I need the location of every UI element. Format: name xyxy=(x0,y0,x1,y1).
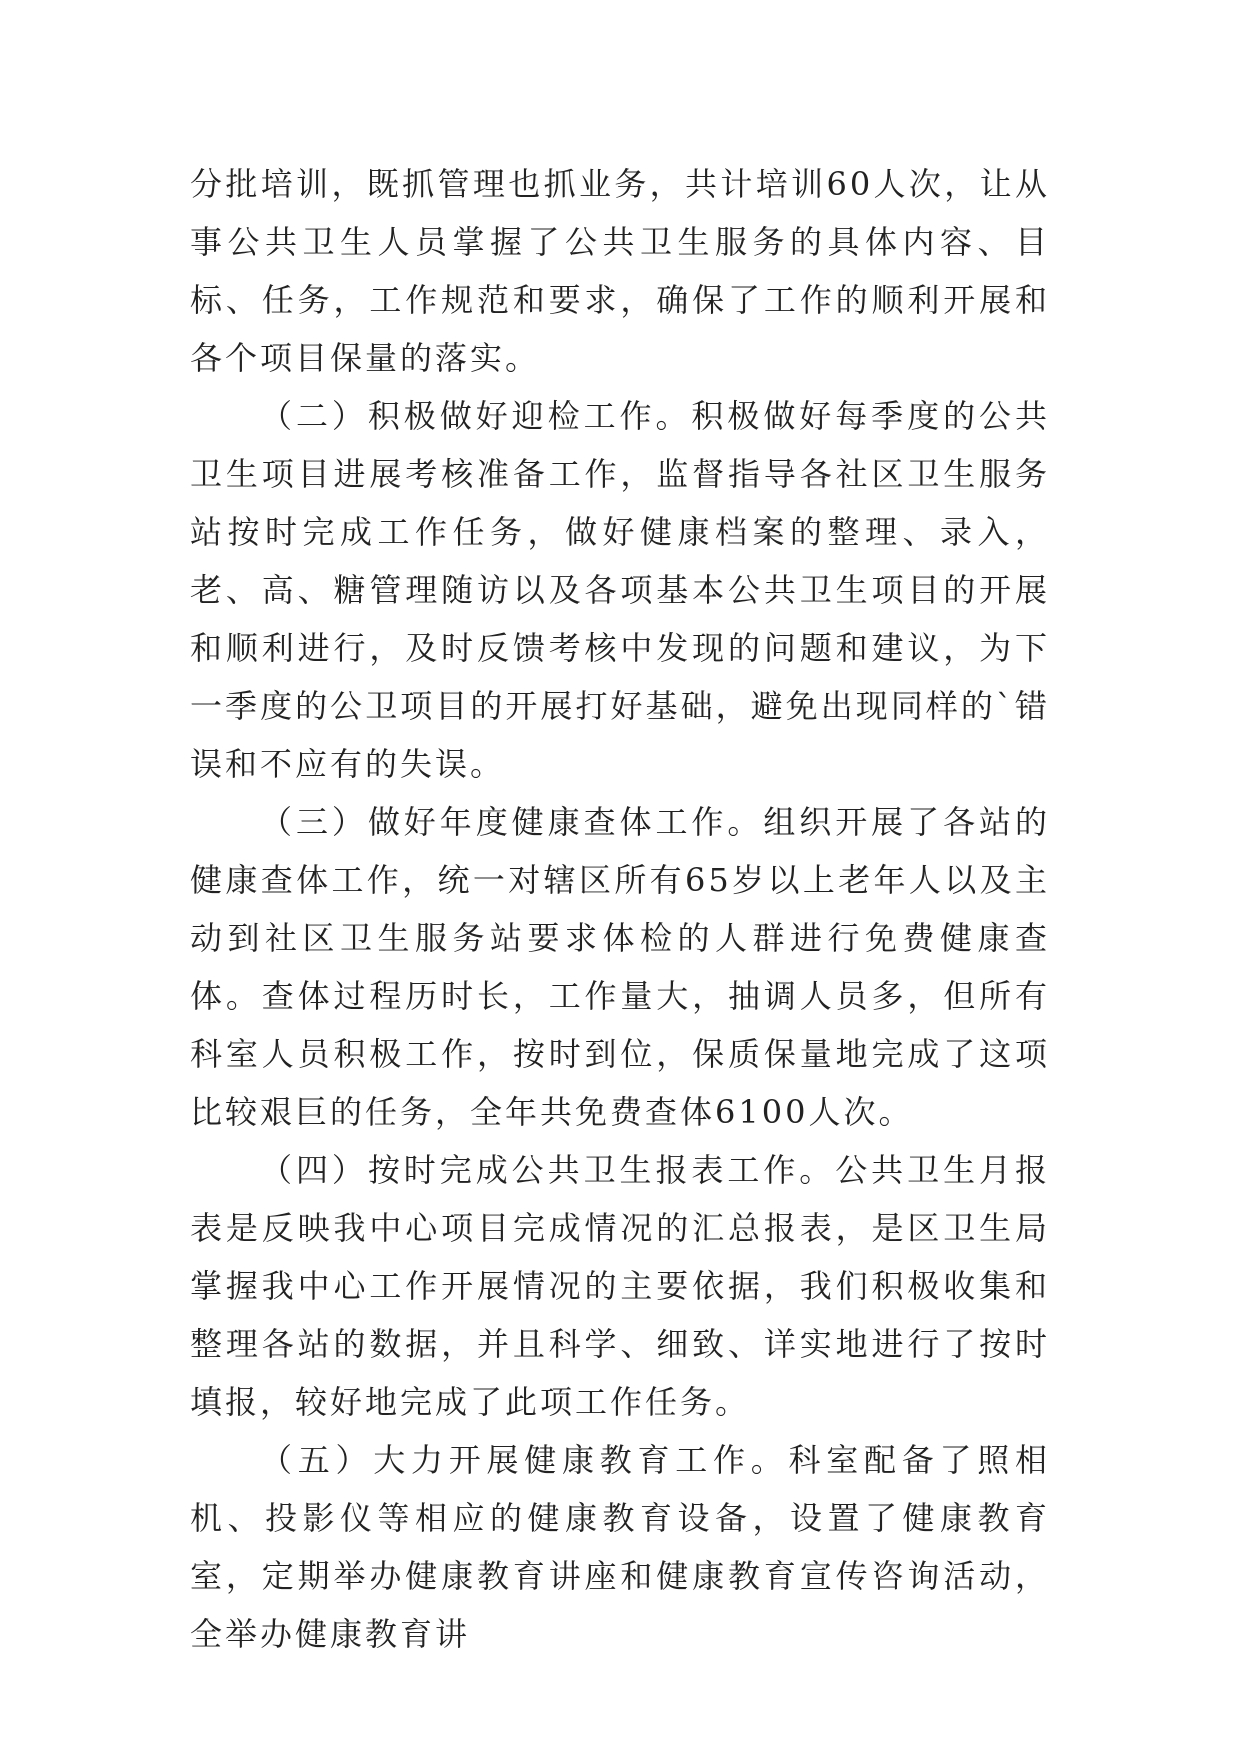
paragraph-inspection: （二）积极做好迎检工作。积极做好每季度的公共卫生项目进展考核准备工作，监督指导各社区卫生服务站按时完成工作任务，做好健康档案的整理、录入，老、高、糖管理随访以及各项基本公共卫生项目的开展和顺利进行，及时反馈考核中发现的问题和建议，为下一季度的公卫项目的开展打好基础，避免出现同样的`错误和不应有的失误。 xyxy=(190,397,1050,783)
paragraph-reports: （四）按时完成公共卫生报表工作。公共卫生月报表是反映我中心项目完成情况的汇总报表，是区卫生局掌握我中心工作开展情况的主要依据，我们积极收集和整理各站的数据，并且科学、细致、详实地进行了按时填报，较好地完成了此项工作任务。 xyxy=(190,1151,1050,1421)
document-page xyxy=(190,155,1050,1663)
paragraph-health-education: （五）大力开展健康教育工作。科室配备了照相机、投影仪等相应的健康教育设备，设置了健康教育室，定期举办健康教育讲座和健康教育宣传咨询活动，全举办健康教育讲 xyxy=(190,1441,1050,1653)
paragraph-health-checkup: （三）做好年度健康查体工作。组织开展了各站的健康查体工作，统一对辖区所有65岁以上老年人以及主动到社区卫生服务站要求体检的人群进行免费健康查体。查体过程历时长，工作量大，抽调人员多，但所有科室人员积极工作，按时到位，保质保量地完成了这项比较艰巨的任务，全年共免费查体6100人次。 xyxy=(190,803,1050,1131)
paragraph-training: 分批培训，既抓管理也抓业务，共计培训60人次，让从事公共卫生人员掌握了公共卫生服务的具体内容、目标、任务，工作规范和要求，确保了工作的顺利开展和各个项目保量的落实。 xyxy=(190,165,1050,377)
